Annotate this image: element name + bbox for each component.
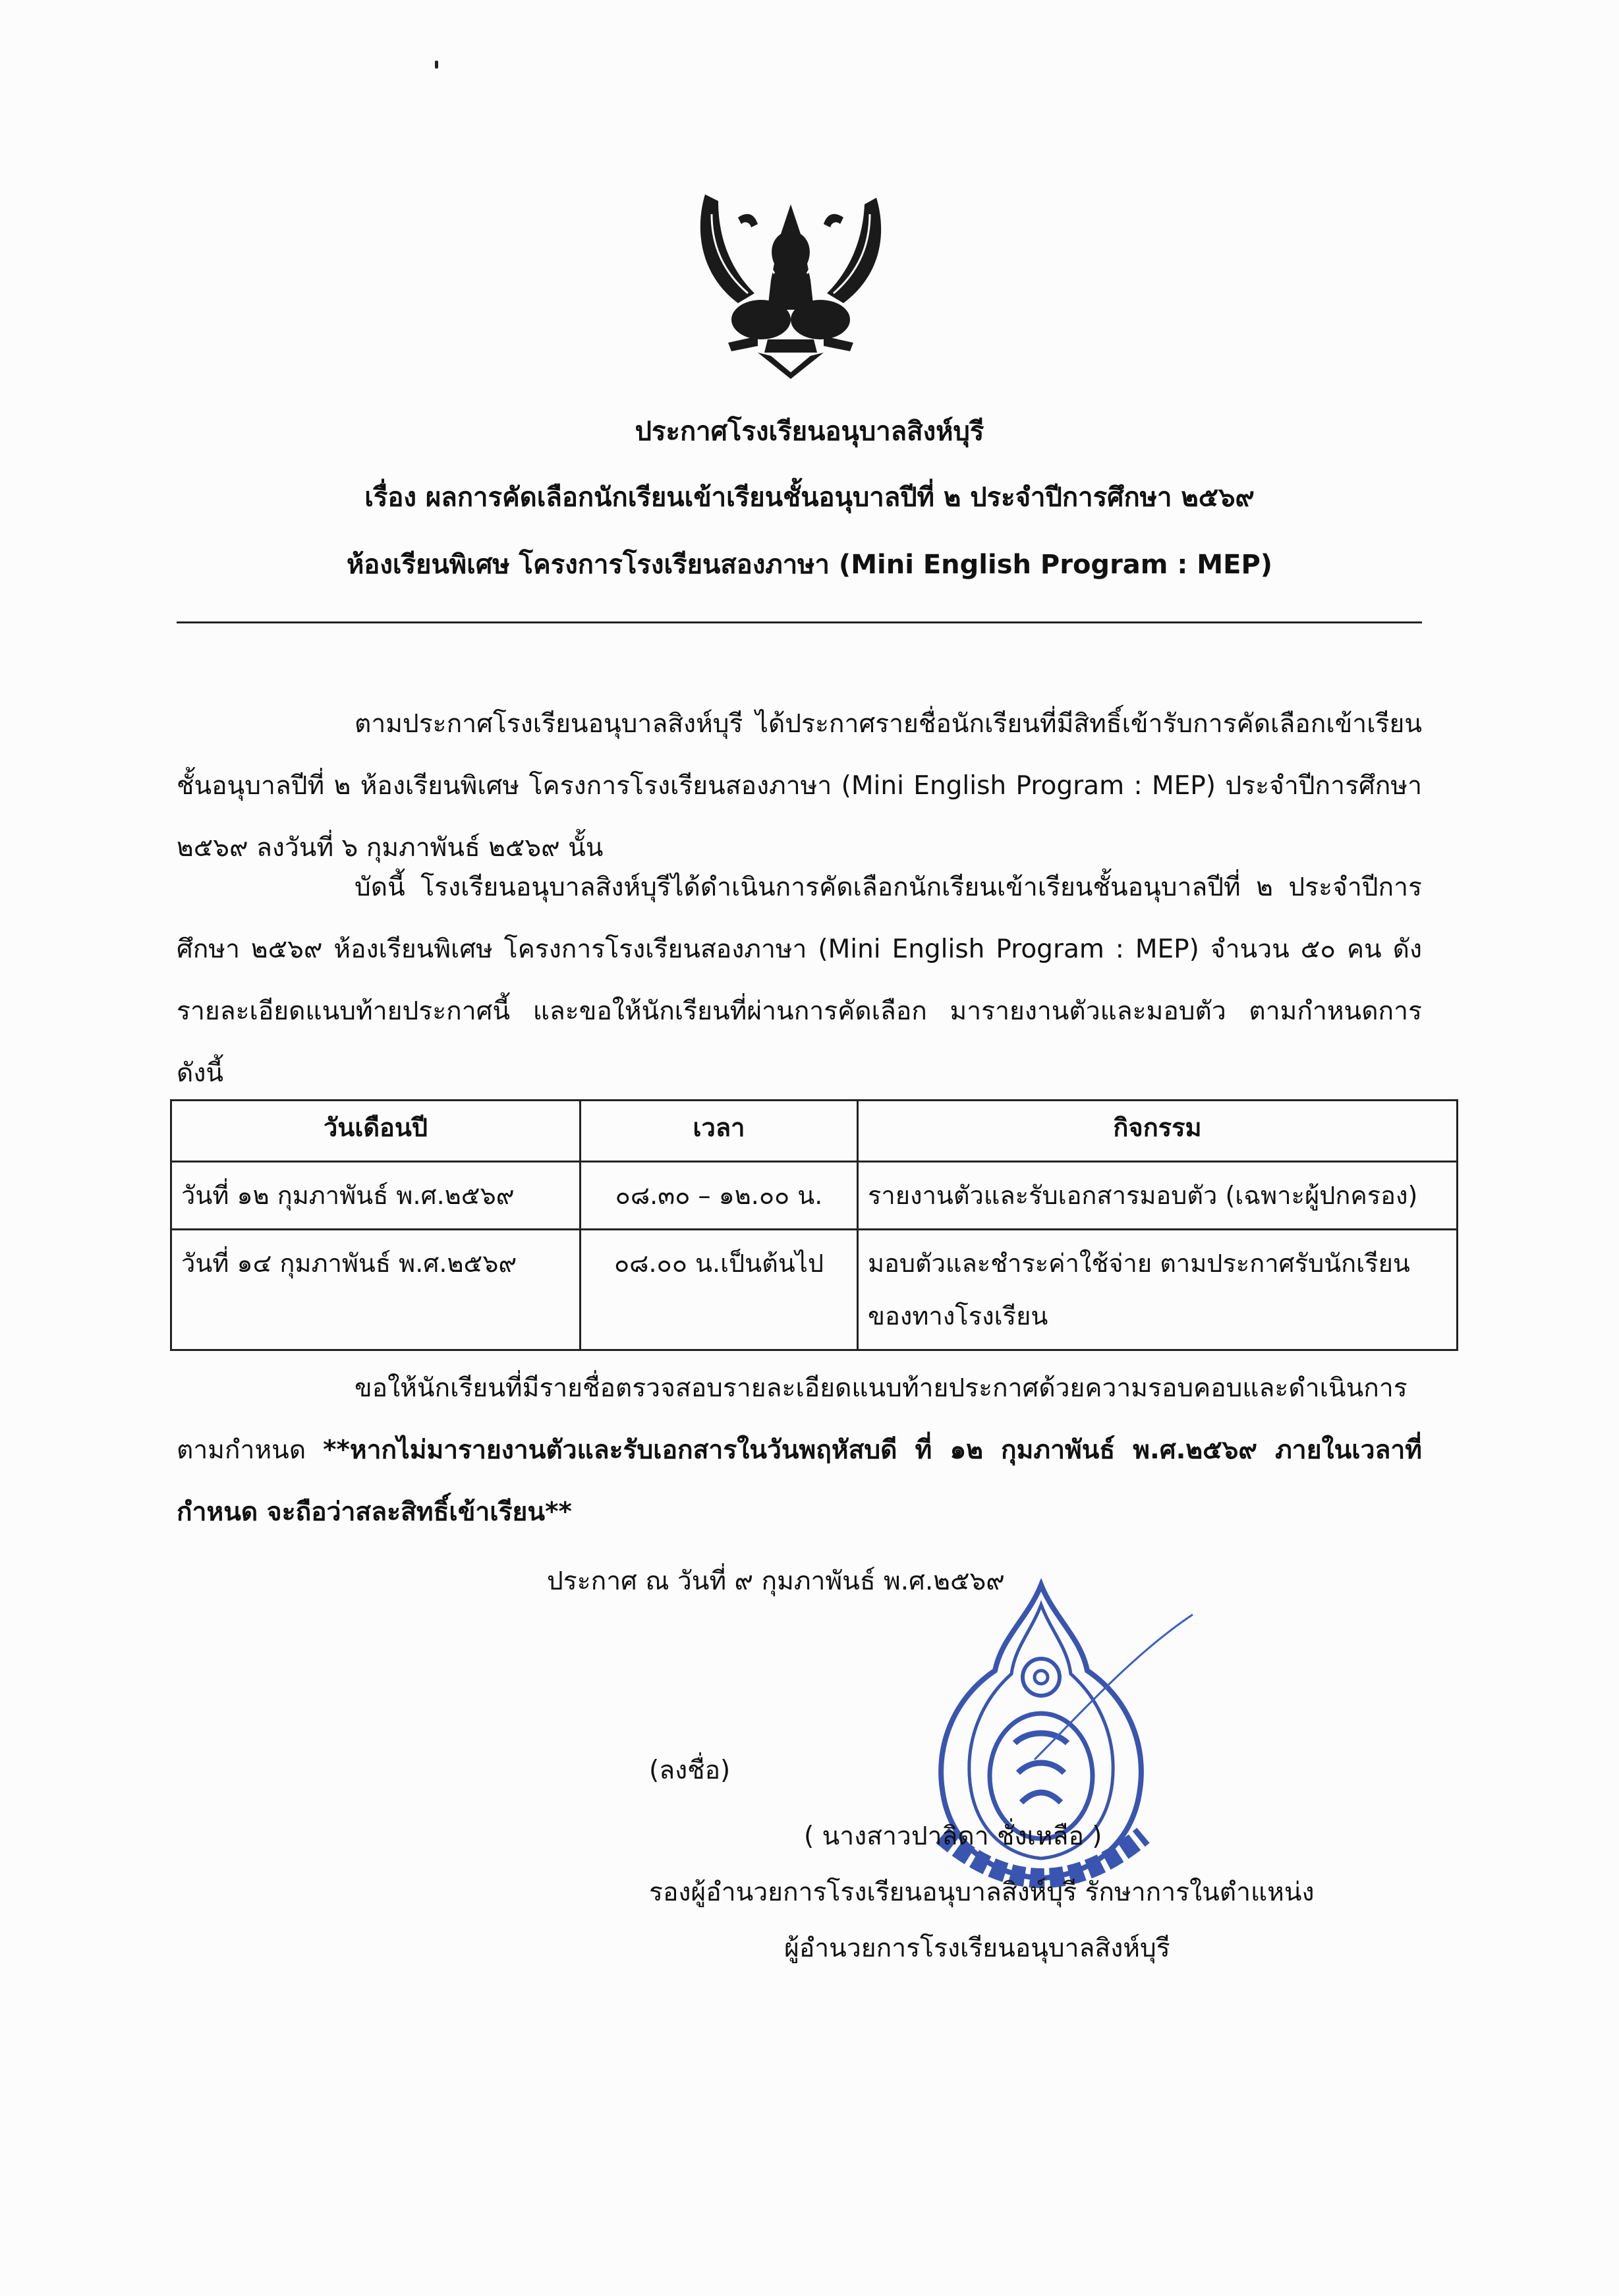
schedule-table [170, 1099, 1458, 1351]
announcement-program: ห้องเรียนพิเศษ โครงการโรงเรียนสองภาษา (Mini English Program : MEP) [346, 550, 1273, 580]
signature-stroke [1028, 1608, 1199, 1766]
body-paragraph-1 [177, 693, 1422, 879]
body-paragraph-3 [177, 1358, 1422, 1543]
paragraph-3-warning: **หากไม่มารายงานตัวและรับเอกสารในวันพฤหัสบดี ที่ ๑๒ กุมภาพันธ์ พ.ศ.๒๕๖๙ ภายในเวลาที่กำหนด จะถือว่าสละสิทธิ์เข้าเรียน** [177, 1435, 1422, 1527]
paragraph-3-text: ขอให้นักเรียนที่มีรายชื่อตรวจสอบรายละเอียดแนบท้ายประกาศด้วยความรอบคอบและดำเนินการตามกำหนด [177, 1373, 1407, 1465]
paragraph-1-text: ตามประกาศโรงเรียนอนุบาลสิงห์บุรี ได้ประกาศรายชื่อนักเรียนที่มีสิทธิ์เข้ารับการคัดเลือกเข้าเรียนชั้นอนุบาลปีที่ ๒ ห้องเรียนพิเศษ โครงการโรงเรียนสองภาษา (Mini English Program : MEP) ประจำปีการศึกษา ๒๕๖๙ ลงวันที่ ๖ กุมภาพันธ์ ๒๕๖๙ นั้น [177, 709, 1422, 863]
cell-activity: รายงานตัวและรับเอกสารมอบตัว (เฉพาะผู้ปกครอง) [858, 1162, 1458, 1230]
header-activity: กิจกรรม [858, 1101, 1458, 1162]
announcement-title: ประกาศโรงเรียนอนุบาลสิงห์บุรี [635, 416, 984, 447]
table-header-row [171, 1101, 1458, 1162]
cell-time: ๐๘.๓๐ – ๑๒.๐๐ น. [581, 1162, 858, 1230]
header-time: เวลา [581, 1101, 858, 1162]
signatory-position-2: ผู้อำนวยการโรงเรียนอนุบาลสิงห์บุรี [784, 1934, 1170, 1963]
header-divider [177, 621, 1422, 623]
header-date: วันเดือนปี [171, 1101, 581, 1162]
signatory-name: ( นางสาวปาลิดา ชั่งเหลือ ) [804, 1822, 1102, 1851]
body-paragraph-2 [177, 857, 1422, 1105]
cell-date: วันที่ ๑๒ กุมภาพันธ์ พ.ศ.๒๕๖๙ [171, 1162, 581, 1230]
table-row [171, 1230, 1458, 1350]
scan-speck [435, 61, 438, 69]
cell-activity: มอบตัวและชำระค่าใช้จ่าย ตามประกาศรับนักเรียนของทางโรงเรียน [858, 1230, 1458, 1350]
table-row [171, 1162, 1458, 1230]
announcement-subject: เรื่อง ผลการคัดเลือกนักเรียนเข้าเรียนชั้นอนุบาลปีที่ ๒ ประจำปีการศึกษา ๒๕๖๙ [364, 482, 1255, 513]
announcement-date: ประกาศ ณ วันที่ ๙ กุมภาพันธ์ พ.ศ.๒๕๖๙ [547, 1566, 1005, 1596]
cell-time: ๐๘.๐๐ น.เป็นต้นไป [581, 1230, 858, 1350]
sign-label: (ลงชื่อ) [649, 1756, 731, 1785]
paragraph-2-text: บัดนี้ โรงเรียนอนุบาลสิงห์บุรีได้ดำเนินการคัดเลือกนักเรียนเข้าเรียนชั้นอนุบาลปีที่ ๒ ประจำปีการศึกษา ๒๕๖๙ ห้องเรียนพิเศษ โครงการโรงเรียนสองภาษา (Mini English Program : MEP) จำนวน ๕๐ คน ดังรายละเอียดแนบท้ายประกาศนี้ และขอให้นักเรียนที่ผ่านการคัดเลือก มารายงานตัวและมอบตัว ตามกำหนดการ ดังนี้ [177, 873, 1422, 1088]
garuda-emblem-icon [692, 188, 890, 379]
cell-date: วันที่ ๑๔ กุมภาพันธ์ พ.ศ.๒๕๖๙ [171, 1230, 581, 1350]
signatory-position-1: รองผู้อำนวยการโรงเรียนอนุบาลสิงห์บุรี รักษาการในตำแหน่ง [649, 1878, 1315, 1907]
